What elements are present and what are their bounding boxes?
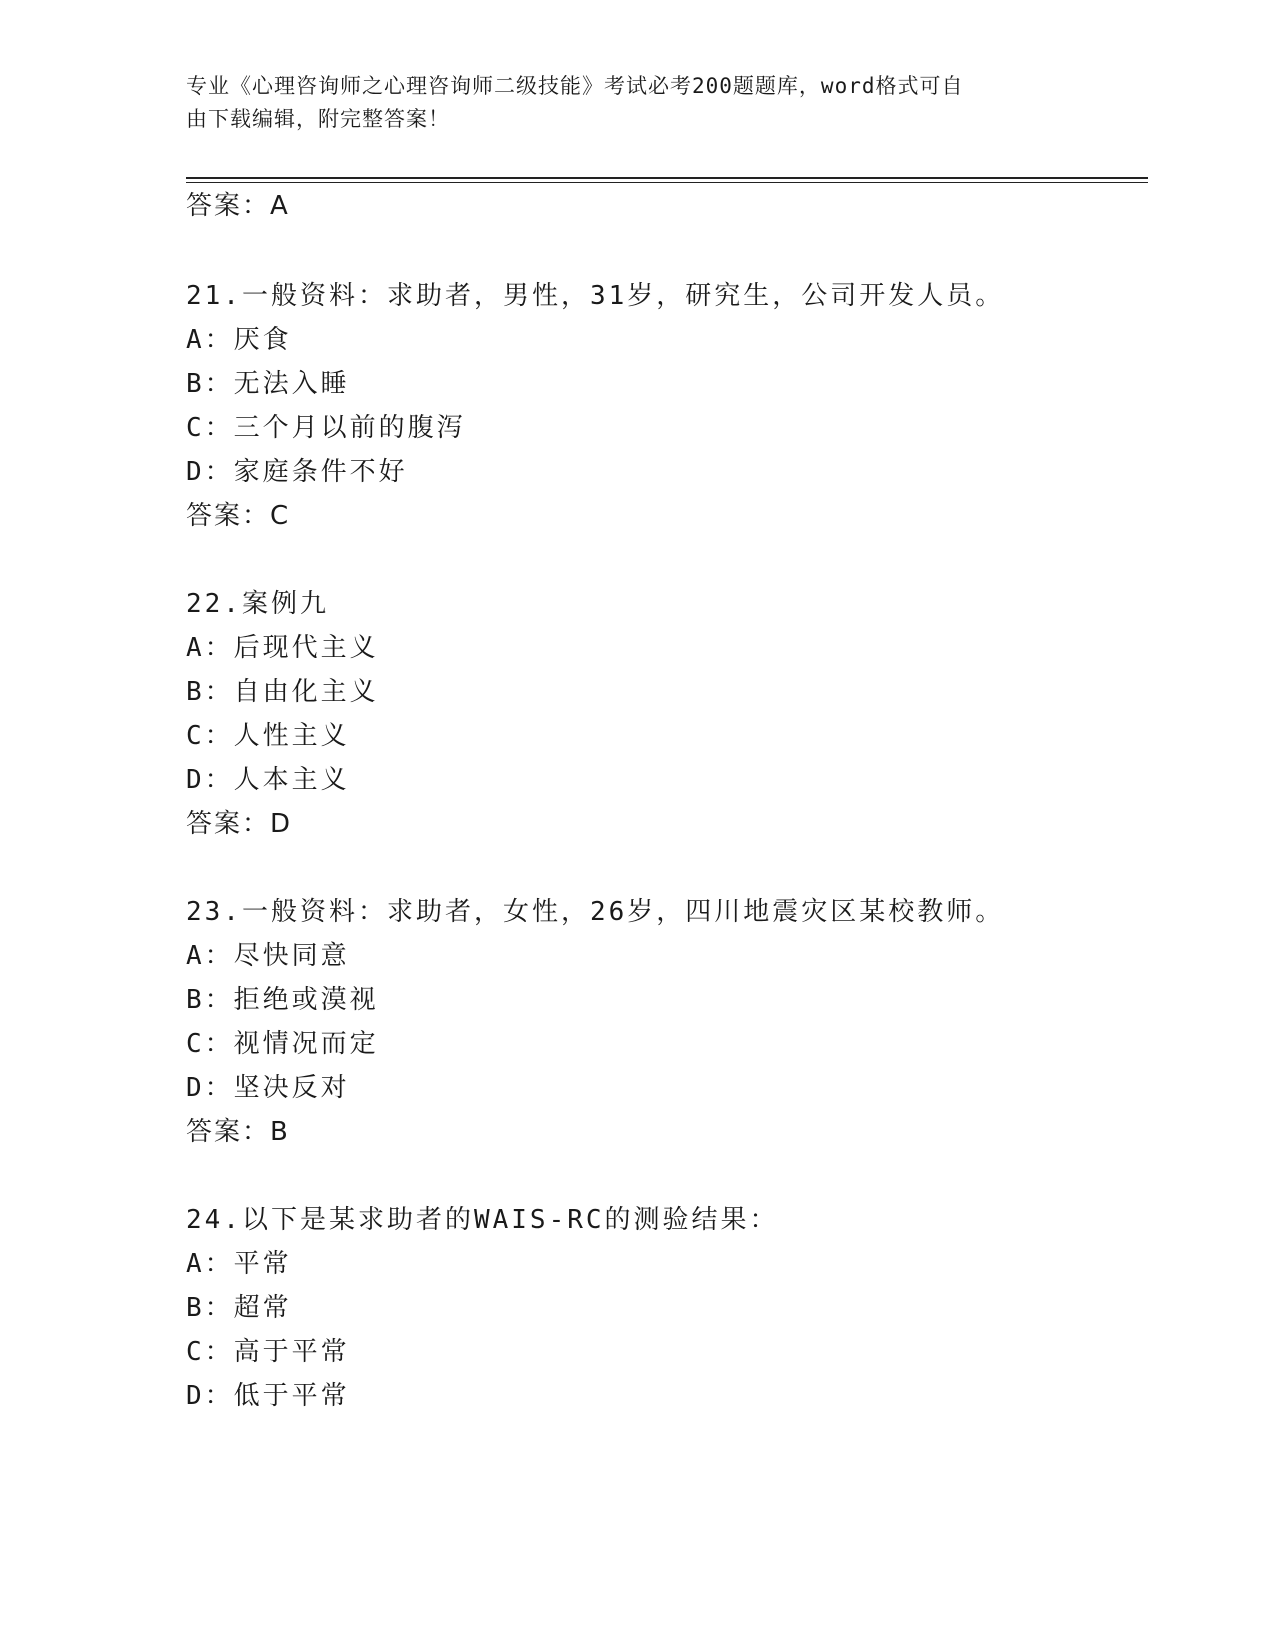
option-d: D：低于平常 <box>186 1381 350 1411</box>
answer-line: 答案：C <box>186 501 291 531</box>
option-a: A：尽快同意 <box>186 941 350 971</box>
option-d: D：家庭条件不好 <box>186 457 408 487</box>
header-divider-thin <box>186 182 1148 183</box>
option-c: C：人性主义 <box>186 721 350 751</box>
question-stem: 21.一般资料：求助者，男性，31岁，研究生，公司开发人员。 <box>186 281 1005 311</box>
answer-line: 答案：A <box>186 191 290 221</box>
option-c: C：视情况而定 <box>186 1029 379 1059</box>
header-divider <box>186 177 1148 179</box>
option-b: B：无法入睡 <box>186 369 350 399</box>
answer-line: 答案：B <box>186 1117 290 1147</box>
option-b: B：拒绝或漠视 <box>186 985 379 1015</box>
option-b: B：超常 <box>186 1293 292 1323</box>
question-stem: 22.案例九 <box>186 589 329 619</box>
option-a: A：厌食 <box>186 325 292 355</box>
question-stem: 24.以下是某求助者的WAIS-RC的测验结果： <box>186 1205 779 1235</box>
document-header <box>186 70 1086 136</box>
option-d: D：人本主义 <box>186 765 350 795</box>
option-c: C：三个月以前的腹泻 <box>186 413 466 443</box>
option-a: A：后现代主义 <box>186 633 379 663</box>
header-line-2: 由下载编辑，附完整答案！ <box>186 107 450 131</box>
option-a: A：平常 <box>186 1249 292 1279</box>
header-line-1: 专业《心理咨询师之心理咨询师二级技能》考试必考200题题库，word格式可自 <box>186 74 964 98</box>
option-b: B：自由化主义 <box>186 677 379 707</box>
option-d: D：坚决反对 <box>186 1073 350 1103</box>
answer-line: 答案：D <box>186 809 293 839</box>
question-stem: 23.一般资料：求助者，女性，26岁，四川地震灾区某校教师。 <box>186 897 1005 927</box>
option-c: C：高于平常 <box>186 1337 350 1367</box>
